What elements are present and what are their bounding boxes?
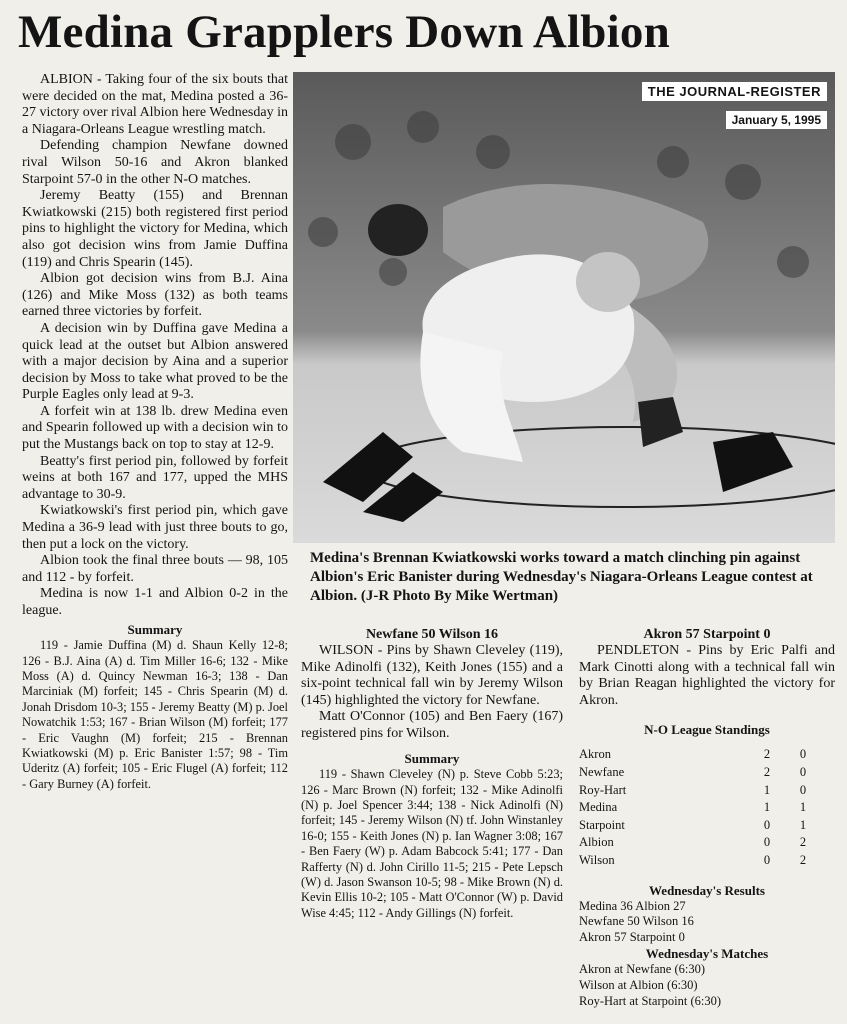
photo-image: [293, 72, 835, 543]
article-paragraph: A forfeit win at 138 lb. drew Medina even and Spearin followed up with a decision win to put the Mustangs back on top to stay at 12-9.: [22, 403, 288, 453]
newfane-paragraph: WILSON - Pins by Shawn Cleveley (119), Mike Adinolfi (132), Keith Jones (155) and a six-point technical fall win by Jeremy Wilson (145) highlighted the victory for Newfane.: [301, 643, 563, 708]
wrestling-photo: [293, 72, 835, 543]
standings-wins: 0: [763, 835, 771, 850]
standings-team: Albion: [579, 835, 614, 850]
newfane-paragraph: Matt O'Connor (105) and Ben Faery (167) registered pins for Wilson.: [301, 709, 563, 741]
akron-column: [579, 626, 835, 1009]
standings-wins: 1: [763, 782, 771, 797]
result-item: Medina 36 Albion 27: [579, 898, 686, 913]
standings-row: [579, 799, 821, 817]
article-paragraph: Albion got decision wins from B.J. Aina (126) and Mike Moss (132) as both teams earned three victories by forfeit.: [22, 271, 288, 320]
standings-losses: 0: [799, 747, 807, 762]
article-left-column: [22, 72, 288, 792]
standings-row: [579, 834, 821, 852]
standings-losses: 2: [799, 835, 807, 850]
standings-team: Medina: [579, 800, 618, 815]
match-item: Roy-Hart at Starpoint (6:30): [579, 993, 721, 1008]
match-item: Wilson at Albion (6:30): [579, 977, 698, 992]
standings-wins: 1: [763, 800, 771, 815]
standings-team: Newfane: [579, 764, 625, 779]
standings-row: [579, 817, 821, 835]
photo-caption: Medina's Brennan Kwiatkowski works toward a match clinching pin against Albion's Eric Banister during Wednesday's Niagara-Orleans League contest at Albion. (J-R Photo By Mike Wertman): [310, 550, 813, 604]
newfane-column: [301, 626, 563, 921]
akron-heading: Akron 57 Starpoint 0: [643, 627, 771, 642]
newspaper-label: [642, 82, 827, 129]
standings-heading: N-O League Standings: [644, 722, 770, 738]
article-paragraph: Albion took the final three bouts — 98, 105 and 112 - by forfeit.: [22, 553, 288, 585]
result-item: Newfane 50 Wilson 16: [579, 914, 694, 929]
article-paragraph: Kwiatkowski's first period pin, which gave Medina a 36-9 lead with just three bouts to go, then put a lock on the victory.: [22, 503, 288, 552]
newspaper-name: THE JOURNAL-REGISTER: [642, 82, 827, 101]
newfane-summary-text: 119 - Shawn Cleveley (N) p. Steve Cobb 5:23; 126 - Marc Brown (N) forfeit; 132 - Mike Adinolfi (N) p. Joel Spencer 3:44; 138 - Nick Adinolfi (N) forfeit; 145 - Jeremy Wilson (N) tf. John Winstanley 16-0; 155 - Keith Jones (N) p. Ian Wagner 3:08; 167 - Ben Faery (W) p. Adam Babcock 5:41; 177 - Dan Rafferty (N) d. John Cirillo 11-5; 215 - Pete Lepsch (W) d. Jason Swanson 10-5; 98 - Mike Brown (N) d. Kevin Ellis 10-2; 105 - Matt O'Connor (W) p. David Wise 4:45; 112 - Andy Gillings (N) forfeit.: [301, 767, 563, 920]
newspaper-date: January 5, 1995: [726, 111, 827, 129]
article-paragraph: A decision win by Duffina gave Medina a quick lead at the outset but Albion answered with a major decision by Aina and a superior decision by Moss to take what proved to be the Purple Eagles only lead at 9-3.: [22, 320, 288, 403]
standings-team: Wilson: [579, 852, 615, 867]
newfane-heading: Newfane 50 Wilson 16: [365, 627, 499, 642]
article-paragraph: Medina is now 1-1 and Albion 0-2 in the league.: [22, 586, 288, 618]
matches-heading: Wednesday's Matches: [645, 946, 769, 962]
article-paragraph: ALBION - Taking four of the six bouts that were decided on the mat, Medina posted a 36-27 victory over rival Albion here Wednesday in a Niagara-Orleans League wrestling match.: [22, 72, 288, 137]
standings-row: [579, 764, 821, 782]
standings-row: [579, 852, 821, 870]
standings-team: Starpoint: [579, 817, 625, 832]
match-item: Akron at Newfane (6:30): [579, 962, 705, 977]
article-paragraph: Jeremy Beatty (155) and Brennan Kwiatkowski (215) both registered first period pins to highlight the victory for Medina, which also got decision wins from Jamie Duffina (119) and Chris Spearin (145).: [22, 188, 288, 270]
summary-heading: Summary: [127, 621, 183, 637]
standings-team: Akron: [579, 747, 611, 762]
standings-row: [579, 782, 821, 800]
headline: Medina Grapplers Down Albion: [18, 6, 670, 58]
standings-table: [579, 746, 821, 869]
newfane-summary-heading: Summary: [404, 750, 460, 766]
akron-paragraph: PENDLETON - Pins by Eric Palfi and Mark Cinotti along with a technical fall win by Brian Reagan highlighted the victory for Akron.: [579, 643, 835, 708]
standings-wins: 0: [763, 817, 771, 832]
standings-losses: 1: [799, 817, 807, 832]
article-paragraph: Beatty's first period pin, followed by forfeit weins at both 167 and 177, upped the MHS advantage to 30-9.: [22, 453, 288, 502]
summary-text: 119 - Jamie Duffina (M) d. Shaun Kelly 12-8; 126 - B.J. Aina (A) d. Tim Miller 16-6; 132 - Mike Moss (A) d. Quincy Newman 16-3; 138 - Dan Marciniak (M) forfeit; 145 - Chris Spearin (M) d. Jonah Drisdom 10-3; 155 - Jeremy Beatty (M) p. Joel Nowatchik 1:53; 167 - Brian Wilson (M) forfeit; 177 - Eric Vaughn (M) forfeit; 215 - Brennan Kwiatkowski (M) p. Eric Banister 1:57; 98 - Tim Uderitz (A) forfeit; 105 - Eric Flugel (A) forfeit; 112 - Gary Burney (A) forfeit.: [22, 638, 288, 791]
article-paragraph: Defending champion Newfane downed rival Wilson 50-16 and Akron blanked Starpoint 57-0 in the other N-O matches.: [22, 138, 288, 187]
standings-wins: 0: [763, 852, 771, 867]
standings-team: Roy-Hart: [579, 782, 627, 797]
standings-losses: 0: [799, 782, 807, 797]
standings-row: [579, 746, 821, 764]
standings-losses: 1: [799, 800, 807, 815]
result-item: Akron 57 Starpoint 0: [579, 929, 685, 944]
standings-losses: 2: [799, 852, 807, 867]
standings-losses: 0: [799, 764, 807, 779]
results-heading: Wednesday's Results: [649, 882, 765, 898]
standings-wins: 2: [763, 764, 771, 779]
standings-wins: 2: [763, 747, 771, 762]
